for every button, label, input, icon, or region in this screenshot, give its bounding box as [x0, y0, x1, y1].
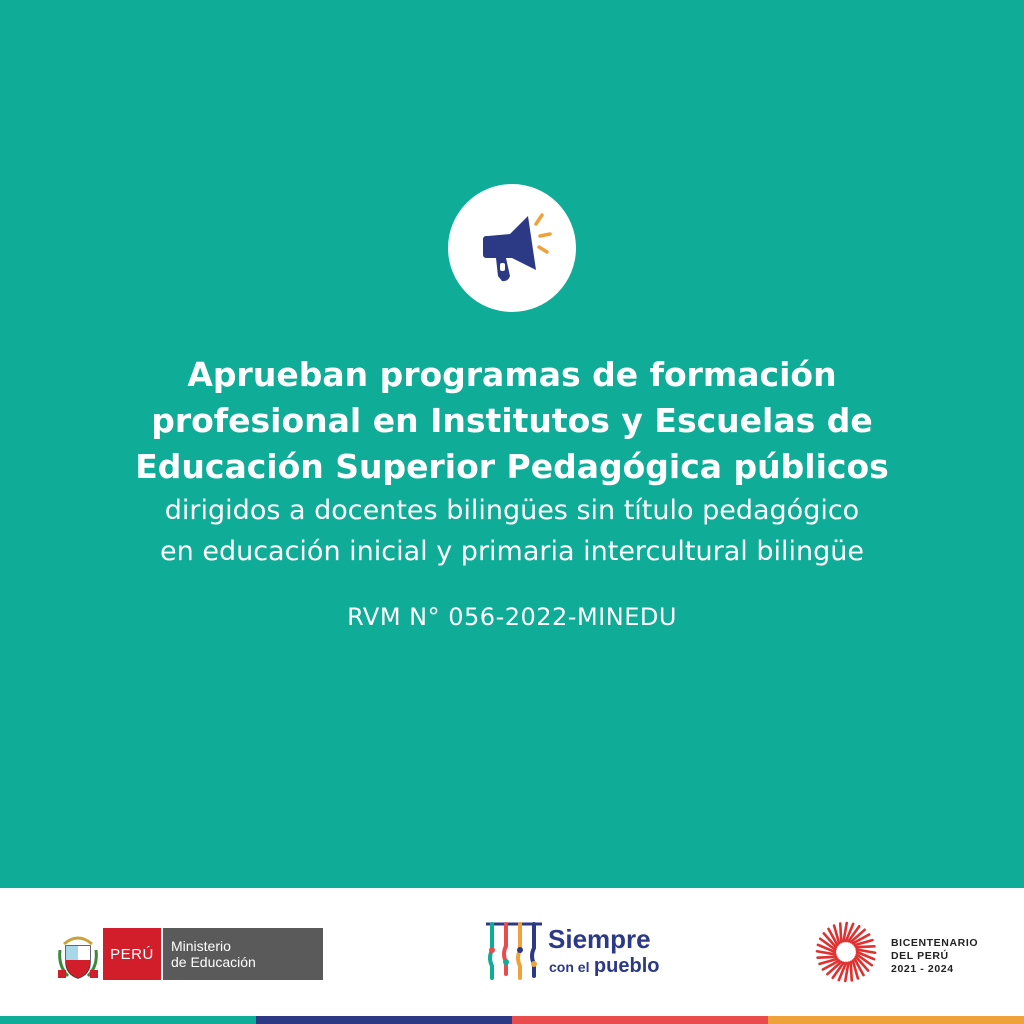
- slogan-sub-big: pueblo: [593, 955, 660, 977]
- bicentenario-line: 2021 - 2024: [891, 963, 954, 975]
- slogan-subtitle: [549, 955, 659, 978]
- footer-stripe-red: [512, 1016, 768, 1024]
- bicentenario-line: BICENTENARIO: [891, 937, 979, 949]
- sunburst-ray: [840, 924, 841, 943]
- announcement-badge: [448, 184, 576, 312]
- siempre-logo-icon: [482, 920, 546, 982]
- sunburst-ray: [856, 946, 875, 947]
- headline: [40, 352, 984, 572]
- slogan-sub-small: con el: [549, 959, 590, 975]
- ministry-line: Ministerio: [171, 938, 231, 954]
- footer-stripe-orange: [768, 1016, 1024, 1024]
- coat-of-arms-icon: [56, 930, 100, 982]
- footer-stripe-blue: [256, 1016, 512, 1024]
- bicentenario-text: [891, 937, 978, 976]
- footer-stripe-teal: [0, 1016, 256, 1024]
- subtitle-line: dirigidos a docentes bilingües sin título pedagógico: [164, 495, 860, 526]
- bicentenario-logo-icon: [814, 920, 878, 984]
- sunburst-ray: [851, 962, 852, 981]
- ministry-label: [161, 928, 323, 980]
- subtitle-line: en educación inicial y primaria intercultural bilingüe: [160, 536, 864, 567]
- slogan-title: Siempre: [548, 924, 651, 954]
- sunburst-ray: [818, 957, 837, 958]
- title-line: profesional en Institutos y Escuelas de: [151, 401, 873, 440]
- megaphone-icon: [448, 184, 576, 312]
- title-line: Aprueban programas de formación: [187, 355, 837, 394]
- bicentenario-line: DEL PERÚ: [891, 950, 949, 962]
- peru-label: PERÚ: [103, 928, 161, 980]
- ministry-line: de Educación: [171, 954, 256, 970]
- title-line: Educación Superior Pedagógica públicos: [135, 447, 889, 486]
- resolution-reference: RVM N° 056-2022-MINEDU: [347, 603, 677, 631]
